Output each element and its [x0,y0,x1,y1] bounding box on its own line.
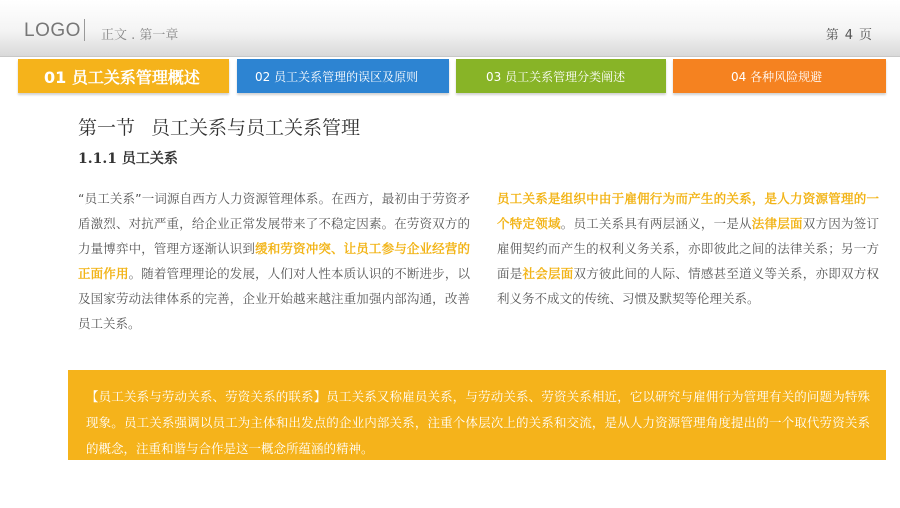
page-prefix: 第 [825,28,839,43]
callout-box [68,370,886,460]
highlight-text: 缓和劳资冲突、让员工参与企业经营的正面作用 [78,241,470,281]
tab-label: 03 员工关系管理分类阐述 [486,69,626,84]
highlight-text: 社会层面 [522,266,574,281]
header-bar [0,0,900,57]
page-suffix: 页 [858,28,872,43]
right-paragraph [497,186,879,311]
logo-divider [84,19,85,41]
paragraph-text: 双方彼此间的人际、情感甚至道义等关系，亦即双方权利义务不成文的传统、习惯及默契等伦理关系。 [497,266,879,306]
tab-overview[interactable] [18,59,229,93]
page-number: 4 [844,28,853,43]
paragraph-text: “员工关系”一词源自西方人力资源管理体系。在西方，最初由于劳资矛盾激烈、对抗严重，给企业正常发展带来了不稳定因素。在劳资双方的力量博弈中，管理方逐渐认识到 [78,191,470,256]
tab-misconceptions[interactable] [237,59,449,93]
highlight-text: 员工关系是组织中由于雇佣行为而产生的关系，是人力资源管理的一个特定领域 [497,191,879,231]
tab-classification[interactable] [456,59,666,93]
breadcrumb: 正文 . 第一章 [101,28,179,43]
tab-label: 01 员工关系管理概述 [44,67,200,87]
tab-label: 02 员工关系管理的误区及原则 [255,69,419,84]
left-paragraph [78,186,470,336]
section-name: 员工关系与员工关系管理 [151,117,361,139]
page-indicator [826,24,872,43]
logo: LOGO [24,20,81,41]
tab-risk-avoidance[interactable] [673,59,886,93]
paragraph-text: 。员工关系具有两层涵义，一是从 [560,216,752,231]
paragraph-text: 。随着管理理论的发展，人们对人性本质认识的不断进步，以及国家劳动法律体系的完善，企业开始越来越注重加强内部沟通，改善员工关系。 [78,266,470,331]
subsection-title: 1.1.1 员工关系 [78,151,178,167]
highlight-text: 法律层面 [751,216,803,231]
tab-label: 04 各种风险规避 [731,69,823,84]
section-number: 第一节 [78,117,136,139]
section-tabs [0,59,900,95]
callout-text: 【员工关系与劳动关系、劳资关系的联系】员工关系又称雇员关系，与劳动关系、劳资关系相近，它以研究与雇佣行为管理有关的问题为特殊现象。员工关系强调以员工为主体和出发点的企业内部关系，注重个体层次上的关系和交流，是从人力资源管理角度提出的一个取代劳资关系的概念，注重和谐与合作是这一概念所蕴涵的精神。 [86,389,870,456]
section-title [78,113,360,140]
paragraph-text: 双方因为签订雇佣契约而产生的权利义务关系，亦即彼此之间的法律关系；另一方面是 [497,216,879,281]
